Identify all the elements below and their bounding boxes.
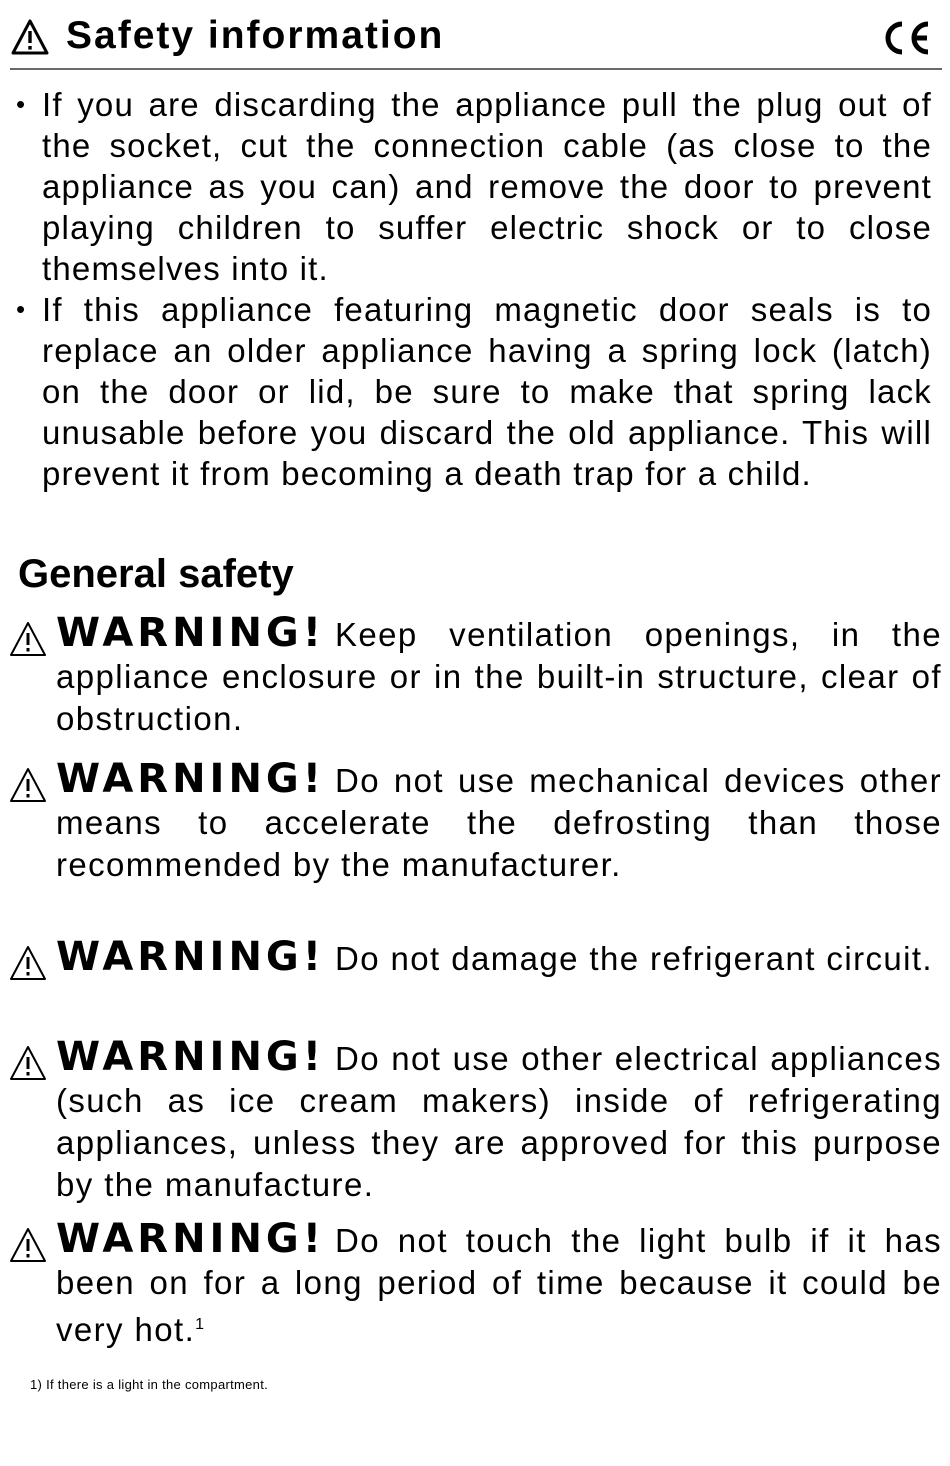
warning-label: WARNING!: [56, 1216, 325, 1262]
list-item: [14, 84, 932, 289]
warning-label: WARNING!: [56, 610, 325, 656]
warning-triangle-icon: [10, 18, 50, 56]
warning-triangle-icon: [8, 620, 48, 658]
bullet-text: If you are discarding the appliance pull the plug out of the socket, cut the connection cable (as close to the appliance as you can) and remove the door to prevent playing children to suffer electric shock or to close themselves into it.: [42, 86, 932, 287]
warning-text: Keep ventilation openings, in the appliance enclosure or in the built-in structure, clear of obstruction.: [56, 616, 942, 737]
bullet-dot: •: [16, 294, 27, 324]
warning-label: WARNING!: [56, 1034, 325, 1080]
warning-text: Do not use mechanical devices other means to accelerate the defrosting than those recommended by the manufacturer.: [56, 762, 942, 883]
warning-block: [8, 612, 942, 740]
warning-triangle-icon: [8, 944, 48, 982]
page-title: Safety information: [66, 14, 445, 57]
warning-triangle-icon: [8, 766, 48, 804]
warning-block: [8, 1218, 942, 1351]
bullet-list: [14, 84, 932, 494]
warning-text: Do not touch the light bulb if it has been on for a long period of time because it could be very hot.: [56, 1222, 942, 1348]
warning-block: [8, 936, 942, 980]
warning-triangle-icon: [8, 1044, 48, 1082]
footnote: 1) If there is a light in the compartment.: [30, 1377, 269, 1392]
bullet-dot: •: [16, 89, 27, 119]
list-item: [14, 289, 932, 494]
warning-text: Do not damage the refrigerant circuit.: [335, 940, 933, 977]
page-header: [10, 8, 942, 70]
warning-label: WARNING!: [56, 756, 325, 802]
ce-mark-icon: [878, 18, 934, 58]
warning-label: WARNING!: [56, 934, 325, 980]
warning-triangle-icon: [8, 1226, 48, 1264]
footnote-reference: 1: [195, 1316, 206, 1333]
section-heading: General safety: [18, 552, 294, 596]
warning-block: [8, 758, 942, 886]
bullet-text: If this appliance featuring magnetic door seals is to replace an older appliance having a spring lock (latch) on the door or lid, be sure to make that spring lack unusable before you discard the old appliance. This will prevent it from becoming a death trap for a child.: [42, 291, 932, 492]
warning-text: Do not use other electrical appliances (such as ice cream makers) inside of refrigerating appliances, unless they are approved for this purpose by the manufacture.: [56, 1040, 942, 1203]
warning-block: [8, 1036, 942, 1206]
